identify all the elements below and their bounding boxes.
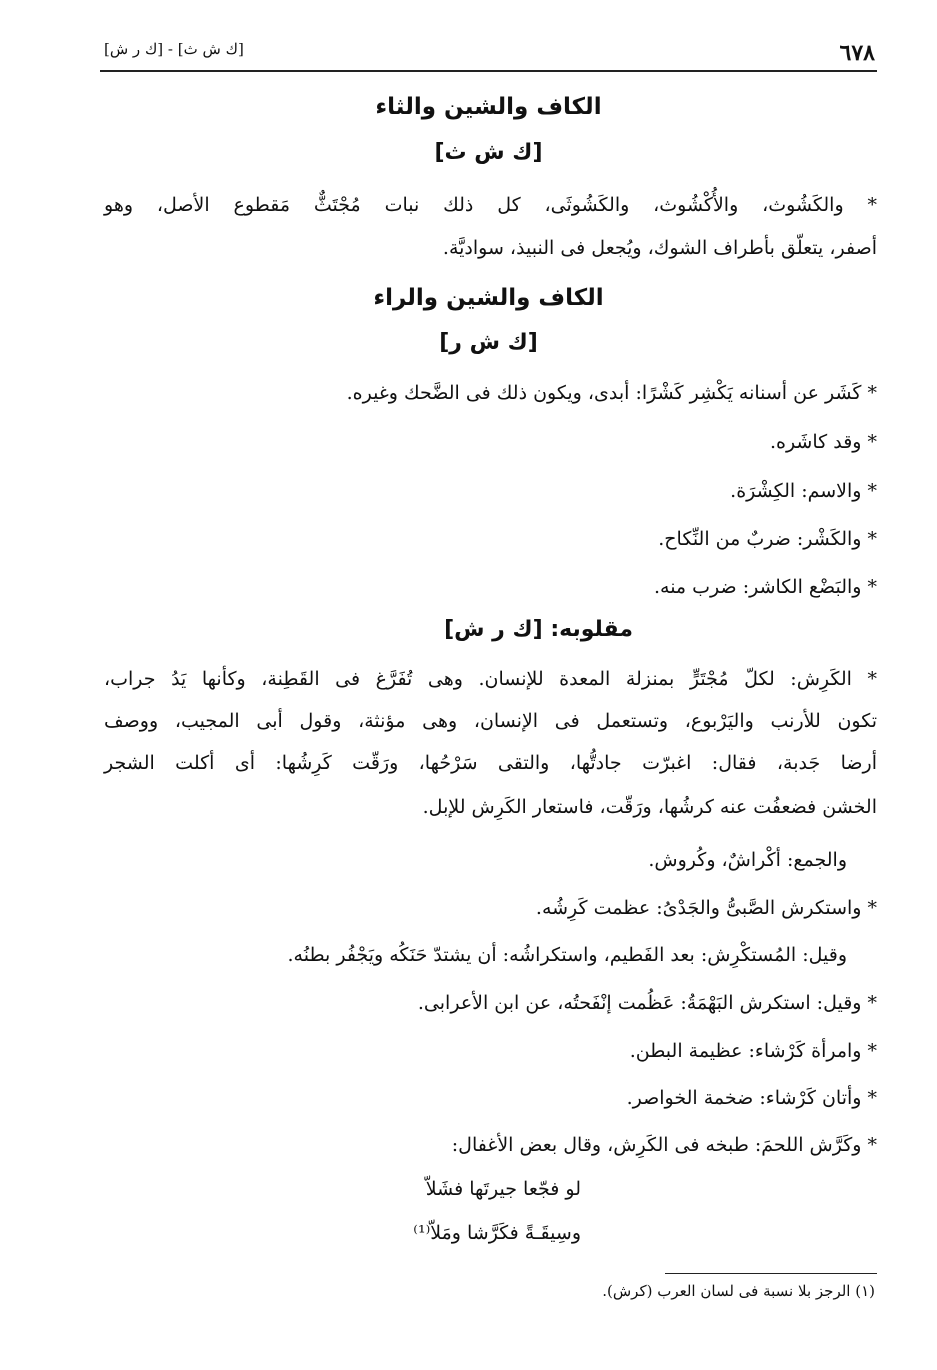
- root-heading-k-sh-th: [ك ش ث]: [434, 140, 543, 165]
- verse-line: وسِيقَـةً فكَرَّشا ومَلاّ⁽¹⁾: [413, 1222, 581, 1244]
- entry-line: * والكَشُوث، والأُكْشُوث، والكَشُوثَى، كل ذلك نبات مُجْتَثٌّ مَقطوع الأصل، وهو: [104, 194, 877, 216]
- footnote-rule: [665, 1273, 877, 1274]
- entry-line: * وكَرَّش اللحمَ: طبخه فى الكَرِش، وقال بعض الأغفال:: [451, 1134, 877, 1156]
- running-title: [ك ش ث] - [ك ر ش]: [104, 40, 244, 58]
- page-number: ٦٧٨: [839, 40, 875, 66]
- entry-line: * واستكرش الصَّبىُّ والجَدْىُ: عظمت كَرِشُه.: [535, 897, 877, 919]
- entry-line: الخشن فضعفُت عنه كرشُها، ورَقّت، فاستعار الكَرِش للإبل.: [422, 796, 877, 818]
- entry-line: * كَشَر عن أسنانه يَكْشِر كَشْرًا: أبدى، ويكون ذلك فى الضَّحك وغيره.: [346, 382, 877, 404]
- entry-line: تكون للأرنب واليَرْبوع، وتستعمل فى الإنسان، وهى مؤنثة، وقول أبى المجيب، ووصف: [104, 710, 877, 732]
- entry-line: * وقيل: استكرش البَهْمَةُ: عَظُمت إنْفَحتُه، عن ابن الأعرابى.: [417, 992, 877, 1014]
- entry-line: * والاسم: الكِشْرَة.: [730, 480, 877, 502]
- section-heading-kaf-shin-tha: الكاف والشين والثاء: [375, 94, 602, 120]
- section-heading-kaf-shin-ra: الكاف والشين والراء: [373, 285, 604, 311]
- verse-line: لو فجّعا جيرتَها فشَلاّ: [425, 1178, 581, 1200]
- entry-line: * والكَشْر: ضربٌ من النِّكاح.: [658, 528, 877, 550]
- entry-line: * وامرأة كَرْشاء: عظيمة البطن.: [629, 1040, 877, 1062]
- header-rule: [100, 70, 877, 72]
- entry-line: * الكَرِش: لكلّ مُجْتَرٍّ بمنزلة المعدة للإنسان. وهى تُفَرَّغ فى القَطِنة، وكأنها يَدُ جراب،: [104, 668, 877, 690]
- entry-line: * والبَضْع الكاشر: ضرب منه.: [653, 576, 877, 598]
- root-heading-k-sh-r: [ك ش ر]: [439, 330, 538, 355]
- footnote: (١) الرجز بلا نسبة فى لسان العرب (كرش).: [602, 1282, 875, 1300]
- entry-line: * وقد كاشَره.: [769, 431, 877, 453]
- entry-line: والجمع: أكْراشٌ، وكُروش.: [648, 849, 847, 871]
- entry-line: وقيل: المُستكْرِش: بعد الفَطيم، واستكراشُه: أن يشتدّ حَنَكُه ويَجْفُر بطنُه.: [287, 944, 847, 966]
- entry-line: * وأتان كَرْشاء: ضخمة الخواصر.: [626, 1087, 877, 1109]
- section-heading-inverse-k-r-sh: مقلوبه: [ك ر ش]: [444, 617, 633, 642]
- entry-line: أرضا جَدبة، فقال: اغبرّت جادتُّها، والتقى سَرْحُها، ورَقّت كَرِشُها: أى أكلت الشجر: [104, 752, 877, 774]
- entry-line: أصفر، يتعلّق بأطراف الشوك، ويُجعل فى النبيذ، سواديَّة.: [442, 237, 877, 259]
